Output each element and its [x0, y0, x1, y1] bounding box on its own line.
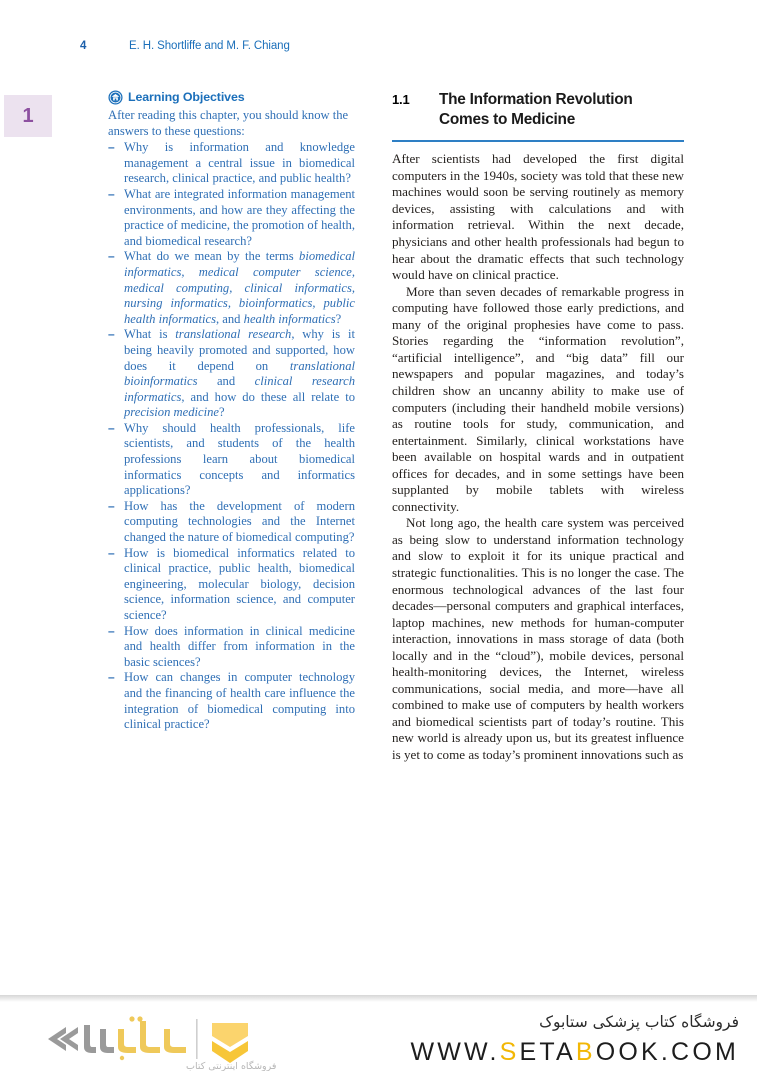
bullet-dash-icon: – [108, 327, 115, 342]
running-head-authors: E. H. Shortliffe and M. F. Chiang [129, 40, 290, 52]
body-paragraph: More than seven decades of remarkable progress in computing have followed those early predictions, and many of the original prophesies have come to pass. Stories regarding the “information revolution”, “artificial intelligence”, and “big data” fill our newspapers and popular magazines, and today’s children show an uncanny ability to make use of computers (including their handheld mobile versions) as routine tools for study, communication, and entertainment. Similarly, clinical workstations have been available on hospital wards and in outpatient offices for decades, and in some settings have been supplanted by mobile tablets with wireless connectivity. [392, 283, 684, 514]
bullet-dash-icon: – [108, 140, 115, 155]
learning-objective-text: How does information in clinical medicine and health differ from information in the basic sciences? [124, 623, 355, 669]
learning-objective-item [108, 499, 355, 546]
bullet-dash-icon: – [108, 186, 115, 201]
url-b: B [575, 1038, 596, 1066]
chapter-thumb-tab [4, 95, 52, 137]
learning-objective-text: Why should health professionals, life scientists, and students of the health professions learn about biomedical informatics concepts and informatics applications? [124, 420, 355, 498]
learning-objective-item [108, 624, 355, 671]
bullet-dash-icon: – [108, 249, 115, 264]
footer-url [339, 1037, 739, 1067]
chapter-number: 1 [22, 105, 34, 127]
section-number: 1.1 [392, 92, 410, 107]
bullet-dash-icon: – [108, 623, 115, 638]
url-s: S [499, 1038, 520, 1066]
learning-objective-text: Why is information and knowledge management a central issue in biomedical research, clinical practice, and public health? [124, 140, 355, 186]
footer-brand-text [339, 1011, 739, 1067]
running-head [0, 40, 757, 58]
url-eta: ETA [519, 1038, 576, 1066]
left-column [108, 90, 355, 733]
learning-objective-text: How has the development of modern computing technologies and the Internet changed the nature of biomedical computing? [124, 498, 355, 545]
learning-objectives-intro: After reading this chapter, you should know the answers to these questions: [108, 108, 349, 138]
learning-objective-text: What is translational research, why is it being heavily promoted and supported, how does it depend on translational bioinformatics and clinical research informatics, and how do these all relate to precision medicine? [124, 327, 355, 420]
section-body [392, 151, 684, 763]
learning-objective-item [108, 140, 355, 187]
body-paragraph: Not long ago, the health care system was perceived as being slow to understand information technology and slow to exploit it for its unique practical and strategic functionalities. This is no longer the case. The enormous technological advances of the last four decades—personal computers and graphical interfaces, laptop machines, new methods for human-computer interaction, innovations in mass storage of data (both locally and in the “cloud”), mobile devices, personal health-monitoring devices, the Internet, wireless communications, social media, and more—have all combined to make use of computers by health workers and biomedical scientists part of today’s routine. This new world is already upon us, but its greatest influence is yet to come as today’s prominent innovations such as [392, 515, 684, 762]
bullet-dash-icon: – [108, 670, 115, 685]
learning-objective-item [108, 670, 355, 732]
url-prefix: WWW. [410, 1038, 500, 1066]
learning-objectives-header [108, 90, 355, 105]
learning-objective-text: What are integrated information management environments, and how are they affecting the practice of medicine, the promotion of health, and biomedical research? [124, 186, 355, 248]
setabook-logo [36, 1009, 306, 1071]
learning-objective-text: How is biomedical informatics related to clinical practice, public health, biomedical engineering, molecular biology, decision science, information science, and computer science? [124, 545, 355, 622]
body-paragraph: After scientists had developed the first digital computers in the 1940s, society was told that these new machines would soon be serving routinely as memory devices, assisting with calculations and with information retrieval. Within the next decade, physicians and other health professionals had begun to hear about the dramatic effects that such technology would have on clinical practice. [392, 151, 684, 283]
section-rule [392, 140, 684, 142]
section-title: The Information Revolution Comes to Medicine [439, 91, 633, 128]
right-column [392, 90, 684, 764]
learning-objective-item [108, 421, 355, 499]
page-edge-shadow [0, 995, 757, 1002]
learning-objective-item [108, 327, 355, 421]
bullet-dash-icon: – [108, 545, 115, 560]
learning-objectives-title: Learning Objectives [128, 90, 245, 105]
learning-objective-text: What do we mean by the terms biomedical informatics, medical computer science, medical computing, clinical informatics, nursing informatics, bioinformatics, public health informatics, and health informatics? [124, 249, 355, 326]
footer-tagline-fa: فروشگاه کتاب پزشکی ستابوک [539, 1013, 739, 1031]
footer-watermark-band [0, 995, 757, 1080]
learning-objective-item [108, 546, 355, 624]
learning-objective-item [108, 187, 355, 249]
graduation-badge-icon [108, 90, 123, 105]
logo-tagline: فروشگاه اینترنتی کتاب [186, 1061, 277, 1071]
page-number: 4 [80, 40, 87, 52]
bullet-dash-icon: – [108, 420, 115, 435]
bullet-dash-icon: – [108, 498, 115, 513]
url-suffix: OOK.COM [595, 1038, 739, 1066]
learning-objective-item [108, 249, 355, 327]
learning-objective-text: How can changes in computer technology and the financing of health care influence the integration of biomedical computing into clinical practice? [124, 670, 355, 732]
section-heading [392, 90, 684, 129]
learning-objectives-list [108, 140, 355, 733]
